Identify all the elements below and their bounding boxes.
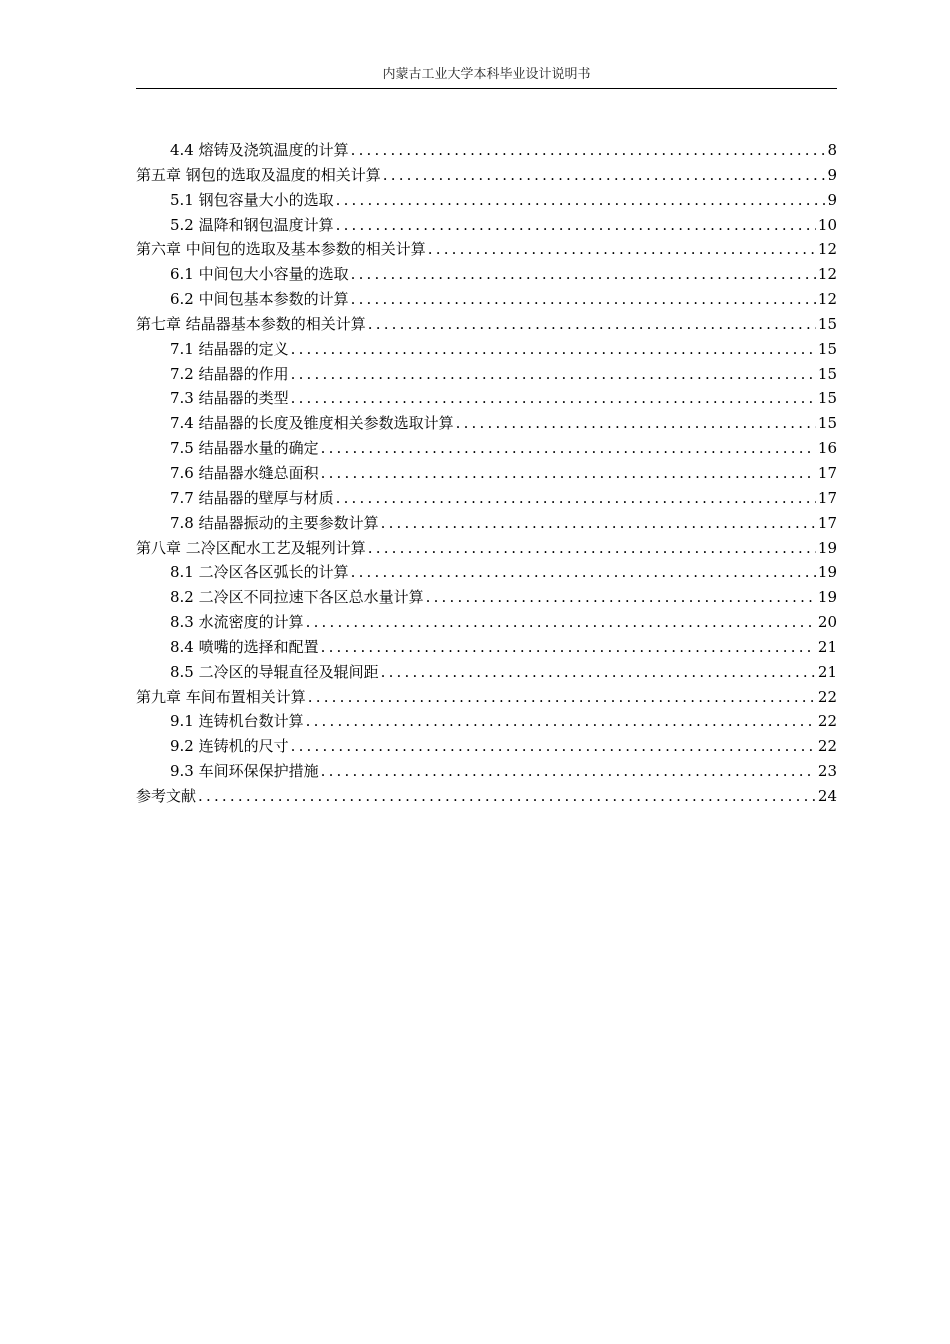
- toc-dot-leader: [291, 734, 816, 759]
- page-header-title: 内蒙古工业大学本科毕业设计说明书: [382, 67, 591, 82]
- toc-dot-leader: [308, 685, 816, 710]
- toc-section-entry[interactable]: [136, 560, 837, 585]
- toc-dot-leader: [336, 188, 826, 213]
- toc-dot-leader: [291, 362, 816, 387]
- toc-entry-title: 9.2 连铸机的尺寸: [170, 737, 289, 756]
- toc-section-entry[interactable]: [136, 362, 837, 387]
- toc-dot-leader: [321, 635, 816, 660]
- toc-page-number: 17: [817, 463, 837, 482]
- toc-entry-title: 9.1 连铸机台数计算: [170, 712, 304, 731]
- toc-entry-title: 8.4 喷嘴的选择和配置: [170, 637, 319, 656]
- toc-dot-leader: [426, 585, 816, 610]
- toc-section-entry[interactable]: [136, 635, 837, 660]
- toc-entry-title: 第六章 中间包的选取及基本参数的相关计算: [136, 240, 426, 259]
- toc-entry-title: 7.1 结晶器的定义: [170, 339, 289, 358]
- toc-entry-title: 7.8 结晶器振动的主要参数计算: [170, 513, 379, 532]
- toc-dot-leader: [291, 337, 816, 362]
- toc-page-number: 19: [817, 588, 837, 607]
- toc-entry-title: 4.4 熔铸及浇筑温度的计算: [170, 141, 349, 159]
- toc-section-entry[interactable]: [136, 262, 837, 287]
- toc-dot-leader: [351, 138, 826, 163]
- toc-section-entry[interactable]: [136, 610, 837, 635]
- toc-section-entry[interactable]: [136, 511, 837, 536]
- toc-page-number: 10: [817, 215, 837, 234]
- toc-chapter-entry[interactable]: [136, 312, 837, 337]
- toc-page-number: 9: [827, 190, 837, 209]
- toc-entry-title: 6.2 中间包基本参数的计算: [170, 290, 349, 309]
- toc-page-number: 23: [817, 762, 837, 781]
- toc-page-number: 21: [817, 662, 837, 681]
- toc-dot-leader: [321, 461, 816, 486]
- toc-chapter-entry[interactable]: [136, 237, 837, 262]
- toc-section-entry[interactable]: [136, 660, 837, 685]
- toc-entry-title: 8.1 二冷区各区弧长的计算: [170, 563, 349, 582]
- page-header: [136, 66, 837, 89]
- toc-page-number: 12: [817, 240, 837, 259]
- toc-dot-leader: [351, 287, 816, 312]
- toc-dot-leader: [321, 436, 816, 461]
- toc-entry-title: 5.2 温降和钢包温度计算: [170, 215, 334, 234]
- toc-page-number: 15: [817, 414, 837, 433]
- toc-chapter-entry[interactable]: [136, 685, 837, 710]
- toc-entry-title: 第七章 结晶器基本参数的相关计算: [136, 314, 366, 333]
- toc-entry-title: 8.5 二冷区的导辊直径及辊间距: [170, 662, 379, 681]
- toc-dot-leader: [428, 237, 816, 262]
- toc-entry-title: 7.3 结晶器的类型: [170, 389, 289, 408]
- toc-section-entry[interactable]: [136, 461, 837, 486]
- toc-section-entry[interactable]: [136, 188, 837, 213]
- toc-page-number: 22: [817, 712, 837, 731]
- toc-entry-title: 8.2 二冷区不同拉速下各区总水量计算: [170, 588, 424, 607]
- toc-chapter-entry[interactable]: [136, 784, 837, 809]
- toc-dot-leader: [351, 560, 816, 585]
- toc-entry-title: 第九章 车间布置相关计算: [136, 687, 306, 706]
- toc-page-number: 12: [817, 290, 837, 309]
- toc-entry-title: 7.2 结晶器的作用: [170, 364, 289, 383]
- toc-section-entry[interactable]: [136, 337, 837, 362]
- toc-page-number: 16: [817, 439, 837, 458]
- table-of-contents: [136, 138, 837, 809]
- toc-entry-title: 7.4 结晶器的长度及锥度相关参数选取计算: [170, 414, 454, 433]
- toc-entry-title: 第八章 二冷区配水工艺及辊列计算: [136, 538, 366, 557]
- toc-page-number: 24: [817, 786, 837, 805]
- toc-section-entry[interactable]: [136, 386, 837, 411]
- toc-dot-leader: [351, 262, 816, 287]
- toc-dot-leader: [321, 759, 816, 784]
- toc-entry-title: 5.1 钢包容量大小的选取: [170, 190, 334, 209]
- toc-page-number: 15: [817, 339, 837, 358]
- toc-page-number: 22: [817, 687, 837, 706]
- toc-page-number: 15: [817, 314, 837, 333]
- toc-entry-title: 7.5 结晶器水量的确定: [170, 439, 319, 458]
- toc-section-entry[interactable]: [136, 411, 837, 436]
- toc-dot-leader: [336, 213, 816, 238]
- toc-page-number: 15: [817, 364, 837, 383]
- toc-entry-title: 9.3 车间环保保护措施: [170, 762, 319, 781]
- toc-entry-title: 7.7 结晶器的壁厚与材质: [170, 488, 334, 507]
- toc-dot-leader: [336, 486, 816, 511]
- toc-entry-title: 6.1 中间包大小容量的选取: [170, 265, 349, 284]
- toc-dot-leader: [381, 511, 816, 536]
- toc-entry-title: 参考文献: [136, 786, 197, 805]
- toc-page-number: 19: [817, 563, 837, 582]
- toc-dot-leader: [291, 386, 816, 411]
- toc-page-number: 21: [817, 637, 837, 656]
- toc-page-number: 15: [817, 389, 837, 408]
- toc-section-entry[interactable]: [136, 585, 837, 610]
- toc-entry-title: 7.6 结晶器水缝总面积: [170, 463, 319, 482]
- toc-page-number: 8: [827, 141, 837, 159]
- toc-section-entry[interactable]: [136, 709, 837, 734]
- toc-dot-leader: [368, 312, 816, 337]
- toc-entry-title: 8.3 水流密度的计算: [170, 613, 304, 632]
- toc-page-number: 12: [817, 265, 837, 284]
- toc-section-entry[interactable]: [136, 486, 837, 511]
- toc-dot-leader: [383, 163, 826, 188]
- toc-section-entry[interactable]: [136, 138, 837, 163]
- toc-dot-leader: [306, 610, 816, 635]
- toc-page-number: 17: [817, 513, 837, 532]
- toc-entry-title: 第五章 钢包的选取及温度的相关计算: [136, 165, 381, 184]
- toc-section-entry[interactable]: [136, 734, 837, 759]
- toc-chapter-entry[interactable]: [136, 536, 837, 561]
- toc-chapter-entry[interactable]: [136, 163, 837, 188]
- toc-page-number: 19: [817, 538, 837, 557]
- toc-page-number: 22: [817, 737, 837, 756]
- toc-section-entry[interactable]: [136, 436, 837, 461]
- toc-dot-leader: [381, 660, 816, 685]
- toc-dot-leader: [368, 536, 816, 561]
- toc-section-entry[interactable]: [136, 759, 837, 784]
- toc-page-number: 9: [827, 165, 837, 184]
- toc-dot-leader: [456, 411, 816, 436]
- toc-dot-leader: [306, 709, 816, 734]
- toc-section-entry[interactable]: [136, 213, 837, 238]
- toc-section-entry[interactable]: [136, 287, 837, 312]
- toc-page-number: 20: [817, 613, 837, 632]
- toc-page-number: 17: [817, 488, 837, 507]
- toc-dot-leader: [198, 784, 816, 809]
